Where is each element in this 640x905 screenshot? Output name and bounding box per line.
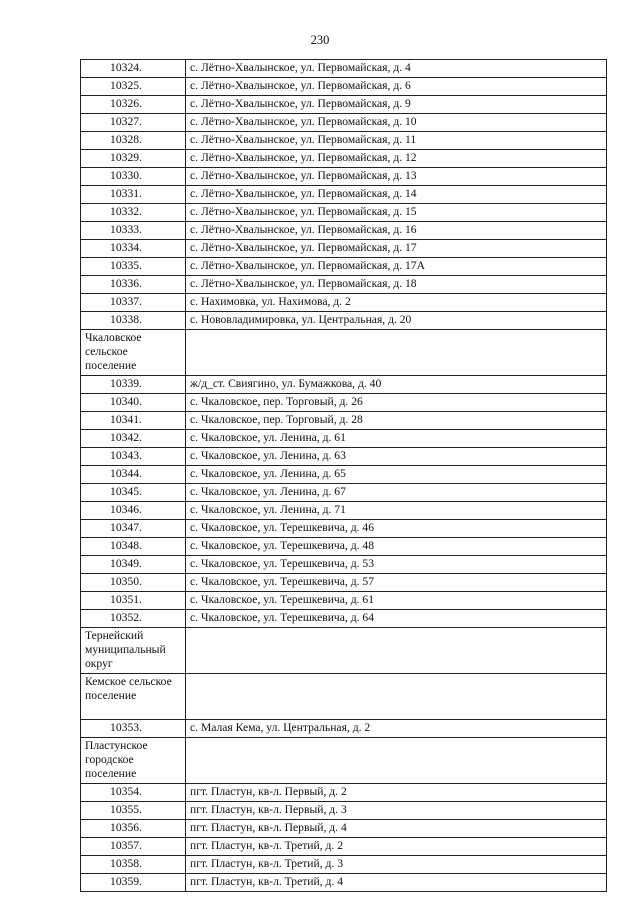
row-address: с. Чкаловское, ул. Терешкевича, д. 61 [186,592,607,610]
table-row [81,168,607,186]
row-number: 10354. [81,784,186,802]
row-address: с. Лётно-Хвалынское, ул. Первомайская, д. 11 [186,132,607,150]
group-name: Чкаловское сельское поселение [81,330,186,376]
row-address: с. Чкаловское, ул. Терешкевича, д. 57 [186,574,607,592]
table-row [81,538,607,556]
table-row [81,502,607,520]
row-number: 10329. [81,150,186,168]
page-number: 230 [310,33,330,47]
row-number: 10342. [81,430,186,448]
table-row [81,114,607,132]
table-row [81,720,607,738]
table-row [81,466,607,484]
group-name: Тернейский муниципальный округ [81,628,186,674]
row-number: 10358. [81,856,186,874]
row-number: 10347. [81,520,186,538]
row-address: с. Чкаловское, ул. Ленина, д. 71 [186,502,607,520]
table-row [81,412,607,430]
row-address: с. Чкаловское, ул. Терешкевича, д. 53 [186,556,607,574]
row-address: с. Чкаловское, пер. Торговый, д. 26 [186,394,607,412]
row-number: 10338. [81,312,186,330]
row-address: с. Чкаловское, ул. Терешкевича, д. 64 [186,610,607,628]
row-number: 10345. [81,484,186,502]
row-address: с. Лётно-Хвалынское, ул. Первомайская, д. 16 [186,222,607,240]
table-row [81,574,607,592]
table-row [81,484,607,502]
row-number: 10344. [81,466,186,484]
row-address: с. Чкаловское, пер. Торговый, д. 28 [186,412,607,430]
table-row [81,312,607,330]
row-number: 10335. [81,258,186,276]
table-row [81,838,607,856]
row-address: с. Нововладимировка, ул. Центральная, д. 20 [186,312,607,330]
row-address: пгт. Пластун, кв-л. Первый, д. 3 [186,802,607,820]
table-row [81,520,607,538]
group-name: Пластунское городское поселение [81,738,186,784]
table-row [81,820,607,838]
row-number: 10357. [81,838,186,856]
row-address: пгт. Пластун, кв-л. Первый, д. 2 [186,784,607,802]
table-row [81,204,607,222]
table-row [81,394,607,412]
row-number: 10349. [81,556,186,574]
table-row [81,592,607,610]
row-number: 10331. [81,186,186,204]
row-address: с. Лётно-Хвалынское, ул. Первомайская, д. 15 [186,204,607,222]
row-address: с. Чкаловское, ул. Терешкевича, д. 46 [186,520,607,538]
row-number: 10355. [81,802,186,820]
row-address: с. Лётно-Хвалынское, ул. Первомайская, д. 14 [186,186,607,204]
row-address: с. Чкаловское, ул. Ленина, д. 61 [186,430,607,448]
table-row [81,294,607,312]
row-number: 10343. [81,448,186,466]
row-address: с. Лётно-Хвалынское, ул. Первомайская, д. 17А [186,258,607,276]
row-number: 10326. [81,96,186,114]
group-empty-cell [186,738,607,784]
group-name: Кемское сельское поселение [81,674,186,720]
table-row [81,132,607,150]
row-number: 10336. [81,276,186,294]
row-number: 10352. [81,610,186,628]
row-address: пгт. Пластун, кв-л. Первый, д. 4 [186,820,607,838]
row-number: 10350. [81,574,186,592]
row-address: с. Чкаловское, ул. Ленина, д. 67 [186,484,607,502]
table-row [81,556,607,574]
row-address: с. Лётно-Хвалынское, ул. Первомайская, д. 17 [186,240,607,258]
group-header-row [81,628,607,674]
table-row [81,150,607,168]
table-row [81,784,607,802]
table-row [81,258,607,276]
row-number: 10325. [81,78,186,96]
row-number: 10332. [81,204,186,222]
table-row [81,802,607,820]
row-number: 10334. [81,240,186,258]
group-header-row [81,674,607,720]
row-number: 10356. [81,820,186,838]
row-number: 10340. [81,394,186,412]
table-row [81,60,607,78]
row-address: с. Чкаловское, ул. Ленина, д. 63 [186,448,607,466]
row-address: с. Лётно-Хвалынское, ул. Первомайская, д. 9 [186,96,607,114]
row-address: с. Лётно-Хвалынское, ул. Первомайская, д. 18 [186,276,607,294]
row-number: 10359. [81,874,186,892]
row-address: пгт. Пластун, кв-л. Третий, д. 4 [186,874,607,892]
row-number: 10330. [81,168,186,186]
table-row [81,376,607,394]
row-address: с. Лётно-Хвалынское, ул. Первомайская, д. 12 [186,150,607,168]
row-number: 10353. [81,720,186,738]
group-header-row [81,330,607,376]
row-number: 10327. [81,114,186,132]
row-number: 10346. [81,502,186,520]
row-number: 10351. [81,592,186,610]
row-address: с. Лётно-Хвалынское, ул. Первомайская, д. 10 [186,114,607,132]
table-row [81,96,607,114]
table-row [81,448,607,466]
address-table [80,59,607,892]
row-number: 10337. [81,294,186,312]
row-address: ж/д_ст. Свиягино, ул. Бумажкова, д. 40 [186,376,607,394]
group-empty-cell [186,330,607,376]
row-address: с. Нахимовка, ул. Нахимова, д. 2 [186,294,607,312]
address-table-body [81,60,607,892]
row-number: 10333. [81,222,186,240]
table-row [81,222,607,240]
group-empty-cell [186,628,607,674]
row-address: с. Малая Кема, ул. Центральная, д. 2 [186,720,607,738]
row-address: с. Лётно-Хвалынское, ул. Первомайская, д. 4 [186,60,607,78]
row-address: пгт. Пластун, кв-л. Третий, д. 3 [186,856,607,874]
row-address: с. Лётно-Хвалынское, ул. Первомайская, д. 13 [186,168,607,186]
row-number: 10341. [81,412,186,430]
table-row [81,874,607,892]
group-empty-cell [186,674,607,720]
row-address: с. Чкаловское, ул. Терешкевича, д. 48 [186,538,607,556]
table-row [81,186,607,204]
row-address: с. Лётно-Хвалынское, ул. Первомайская, д. 6 [186,78,607,96]
row-address: с. Чкаловское, ул. Ленина, д. 65 [186,466,607,484]
table-row [81,240,607,258]
row-number: 10348. [81,538,186,556]
table-row [81,856,607,874]
row-number: 10339. [81,376,186,394]
group-header-row [81,738,607,784]
table-row [81,430,607,448]
table-row [81,610,607,628]
row-number: 10324. [81,60,186,78]
table-row [81,78,607,96]
row-number: 10328. [81,132,186,150]
row-address: пгт. Пластун, кв-л. Третий, д. 2 [186,838,607,856]
table-row [81,276,607,294]
